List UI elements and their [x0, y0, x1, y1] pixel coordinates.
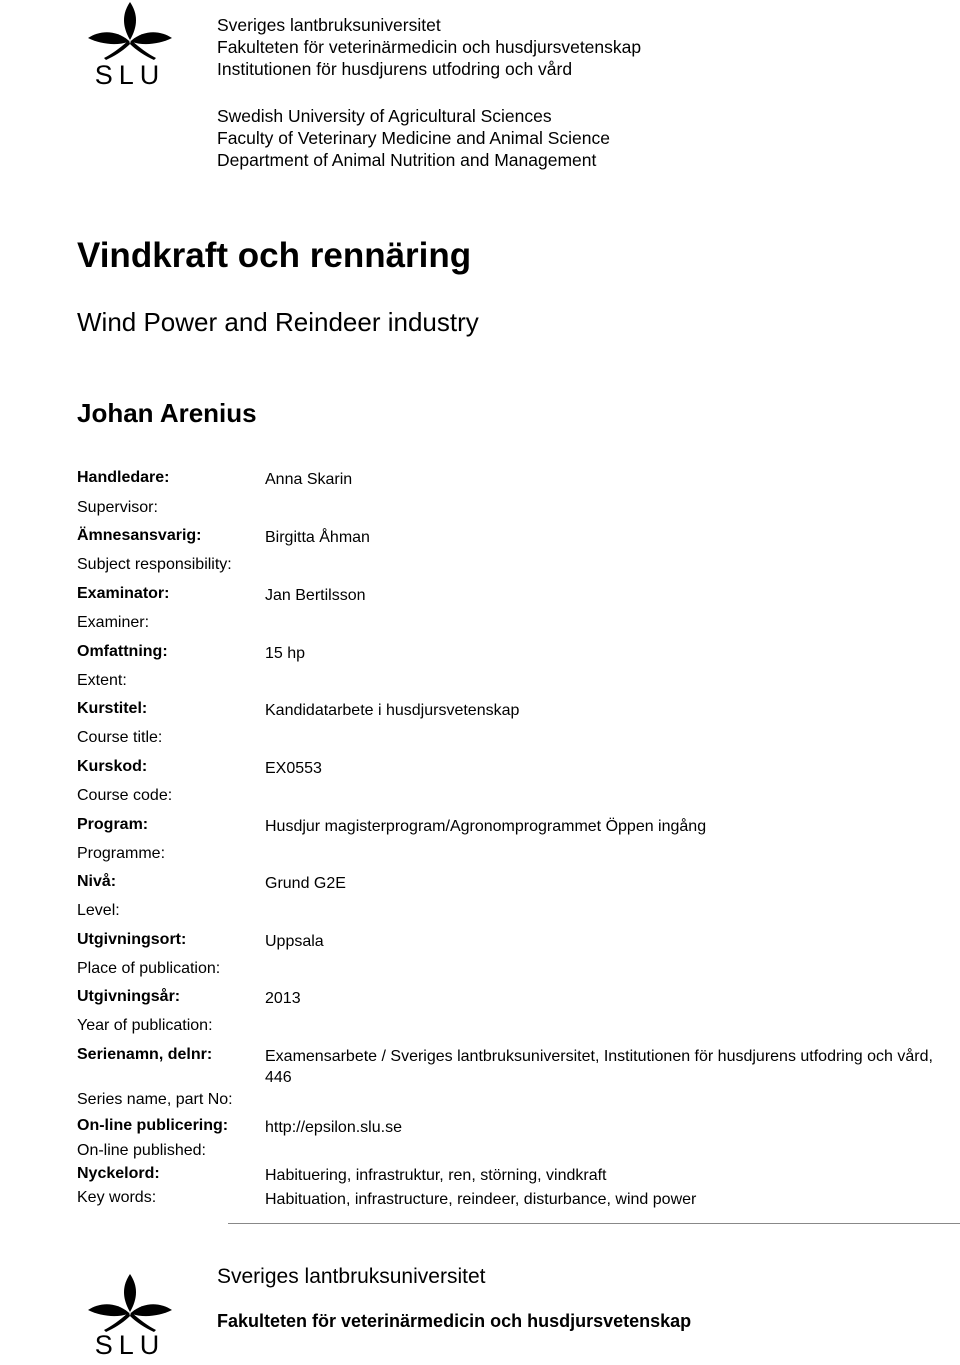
field-value: EX0553	[265, 760, 322, 777]
university-name-en: Swedish University of Agricultural Sciences	[217, 106, 552, 126]
field-value: 15 hp	[265, 645, 306, 662]
field-value: Birgitta Åhman	[265, 529, 370, 546]
footer-slu-logo	[82, 1272, 178, 1365]
label-sv: Handledare:	[77, 469, 170, 486]
label-en: Supervisor:	[77, 499, 158, 516]
department-name-en: Department of Animal Nutrition and Management	[217, 150, 597, 170]
label-en: Course code:	[77, 787, 173, 804]
label-en: Examiner:	[77, 614, 150, 631]
label-en: Level:	[77, 902, 120, 919]
department-name-sv: Institutionen för husdjurens utfodring och vård	[217, 59, 573, 79]
title-english: Wind Power and Reindeer industry	[77, 307, 479, 337]
label-sv: Nivå:	[77, 873, 117, 890]
field-value: Grund G2E	[265, 875, 346, 892]
label-sv: Examinator:	[77, 585, 170, 602]
slu-logo	[82, 0, 178, 95]
label-en: Series name, part No:	[77, 1091, 233, 1108]
field-value: Kandidatarbete i husdjursvetenskap	[265, 702, 520, 719]
footer-divider	[228, 1223, 960, 1224]
label-sv: Serienamn, delnr:	[77, 1046, 213, 1063]
author-name: Johan Arenius	[77, 398, 257, 428]
slu-logo-text: SLU	[94, 1330, 166, 1360]
faculty-name-sv: Fakulteten för veterinärmedicin och husdjursvetenskap	[217, 37, 642, 57]
label-en: Subject responsibility:	[77, 556, 232, 573]
label-en: Extent:	[77, 672, 127, 689]
keywords-en: Habituation, infrastructure, reindeer, disturbance, wind power	[265, 1191, 697, 1208]
label-sv: Omfattning:	[77, 643, 168, 660]
label-en: Key words:	[77, 1189, 157, 1206]
field-value: Anna Skarin	[265, 471, 353, 488]
label-en: Year of publication:	[77, 1017, 213, 1034]
label-sv: On-line publicering:	[77, 1117, 229, 1134]
field-value: Husdjur magisterprogram/Agronomprogrammet Öppen ingång	[265, 818, 707, 835]
field-value: Jan Bertilsson	[265, 587, 366, 604]
field-value: 2013	[265, 990, 301, 1007]
university-name-sv: Sveriges lantbruksuniversitet	[217, 15, 441, 35]
slu-logo-text: SLU	[94, 60, 166, 90]
label-en: Place of publication:	[77, 960, 221, 977]
label-sv: Kurstitel:	[77, 700, 148, 717]
label-sv: Nyckelord:	[77, 1165, 160, 1182]
label-en: Course title:	[77, 729, 163, 746]
field-value: Uppsala	[265, 933, 324, 950]
footer-university-name: Sveriges lantbruksuniversitet	[217, 1265, 486, 1288]
label-en: Programme:	[77, 845, 166, 862]
institution-english	[217, 105, 610, 171]
label-sv: Program:	[77, 816, 149, 833]
slu-leaf-emblem-icon	[82, 0, 178, 60]
label-sv: Utgivningsår:	[77, 988, 181, 1005]
title-swedish: Vindkraft och rennäring	[77, 236, 472, 275]
faculty-name-en: Faculty of Veterinary Medicine and Animal Science	[217, 128, 610, 148]
label-sv: Ämnesansvarig:	[77, 527, 202, 544]
institution-swedish	[217, 14, 641, 80]
label-en: On-line published:	[77, 1142, 206, 1159]
label-sv: Utgivningsort:	[77, 931, 187, 948]
slu-leaf-emblem-icon	[82, 1272, 178, 1332]
footer-faculty-name: Fakulteten för veterinärmedicin och husdjursvetenskap	[217, 1311, 692, 1331]
label-sv: Kurskod:	[77, 758, 148, 775]
keywords-sv: Habituering, infrastruktur, ren, störning, vindkraft	[265, 1167, 607, 1184]
online-url-link[interactable]: http://epsilon.slu.se	[265, 1119, 402, 1136]
field-value: Examensarbete / Sveriges lantbruksuniversitet, Institutionen för husdjurens utfodring och vård, 446	[265, 1048, 933, 1086]
